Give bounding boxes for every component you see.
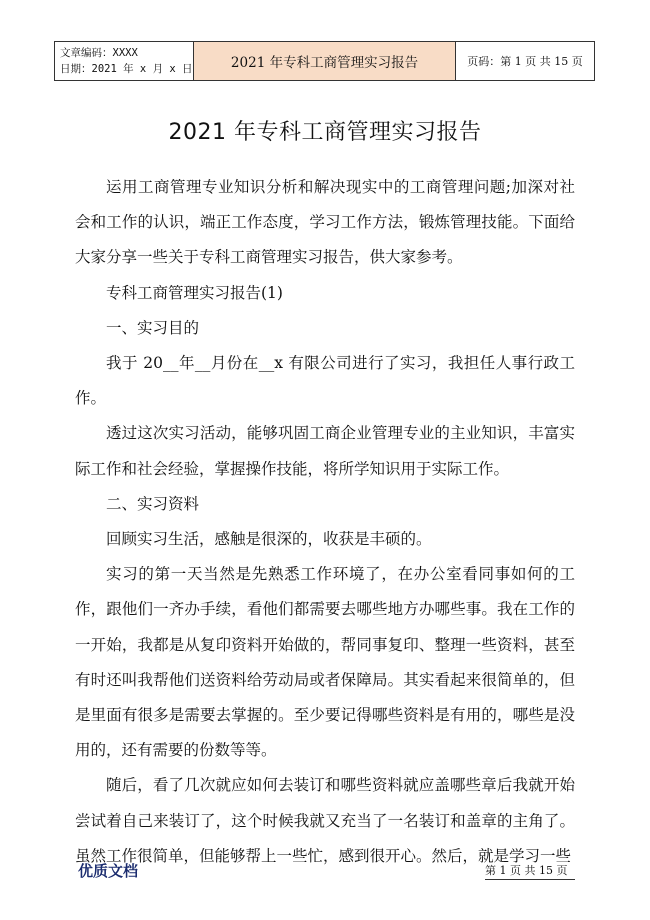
header-meta	[55, 42, 194, 80]
document-title: 2021 年专科工商管理实习报告	[168, 120, 482, 145]
doc-date: 日期：2021 年 x 月 x 日	[60, 63, 193, 75]
document-body	[75, 170, 575, 874]
footer-page-info: 第 1 页 共 15 页	[485, 864, 568, 877]
paragraph: 二、实习资料	[106, 494, 200, 513]
doc-code: 文章编码：XXXX	[60, 47, 138, 59]
paragraph: 我于 20__年__月份在__x 有限公司进行了实习，我担任人事行政工作。	[75, 354, 575, 408]
header-title: 2021 年专科工商管理实习报告	[194, 42, 456, 80]
paragraph: 回顾实习生活，感触是很深的，收获是丰硕的。	[106, 530, 432, 549]
paragraph: 随后，看了几次就应如何去装订和哪些资料就应盖哪些章后我就开始尝试着自己来装订了，这个时候我就又充当了一名装订和盖章的主角了。虽然工作很简单，但能够帮上一些忙，感到很开心。然后，就是学习一些	[75, 776, 575, 865]
footer-divider	[485, 879, 575, 880]
paragraph: 实习的第一天当然是先熟悉工作环境了，在办公室看同事如何的工作，跟他们一齐办手续，看他们都需要去哪些地方办哪些事。我在工作的一开始，我都是从复印资料开始做的，帮同事复印、整理一些资料，甚至有时还叫我帮他们送资料给劳动局或者保障局。其实看起来很简单的，但是里面有很多是需要去掌握的。至少要记得哪些资料是有用的，哪些是没用的，还有需要的份数等等。	[75, 565, 575, 760]
paragraph: 运用工商管理专业知识分析和解决现实中的工商管理问题;加深对社会和工作的认识，端正工作态度，学习工作方法，锻炼管理技能。下面给大家分享一些关于专科工商管理实习报告，供大家参考。	[75, 178, 575, 267]
footer-brand: 优质文档	[78, 862, 139, 880]
paragraph: 透过这次实习活动，能够巩固工商企业管理专业的主业知识，丰富实际工作和社会经验，掌握操作技能，将所学知识用于实际工作。	[75, 424, 575, 478]
header-page-info: 页码：第 1 页 共 15 页	[467, 55, 583, 68]
page-header	[54, 41, 595, 81]
paragraph: 专科工商管理实习报告(1)	[106, 283, 283, 302]
paragraph: 一、实习目的	[106, 318, 200, 337]
